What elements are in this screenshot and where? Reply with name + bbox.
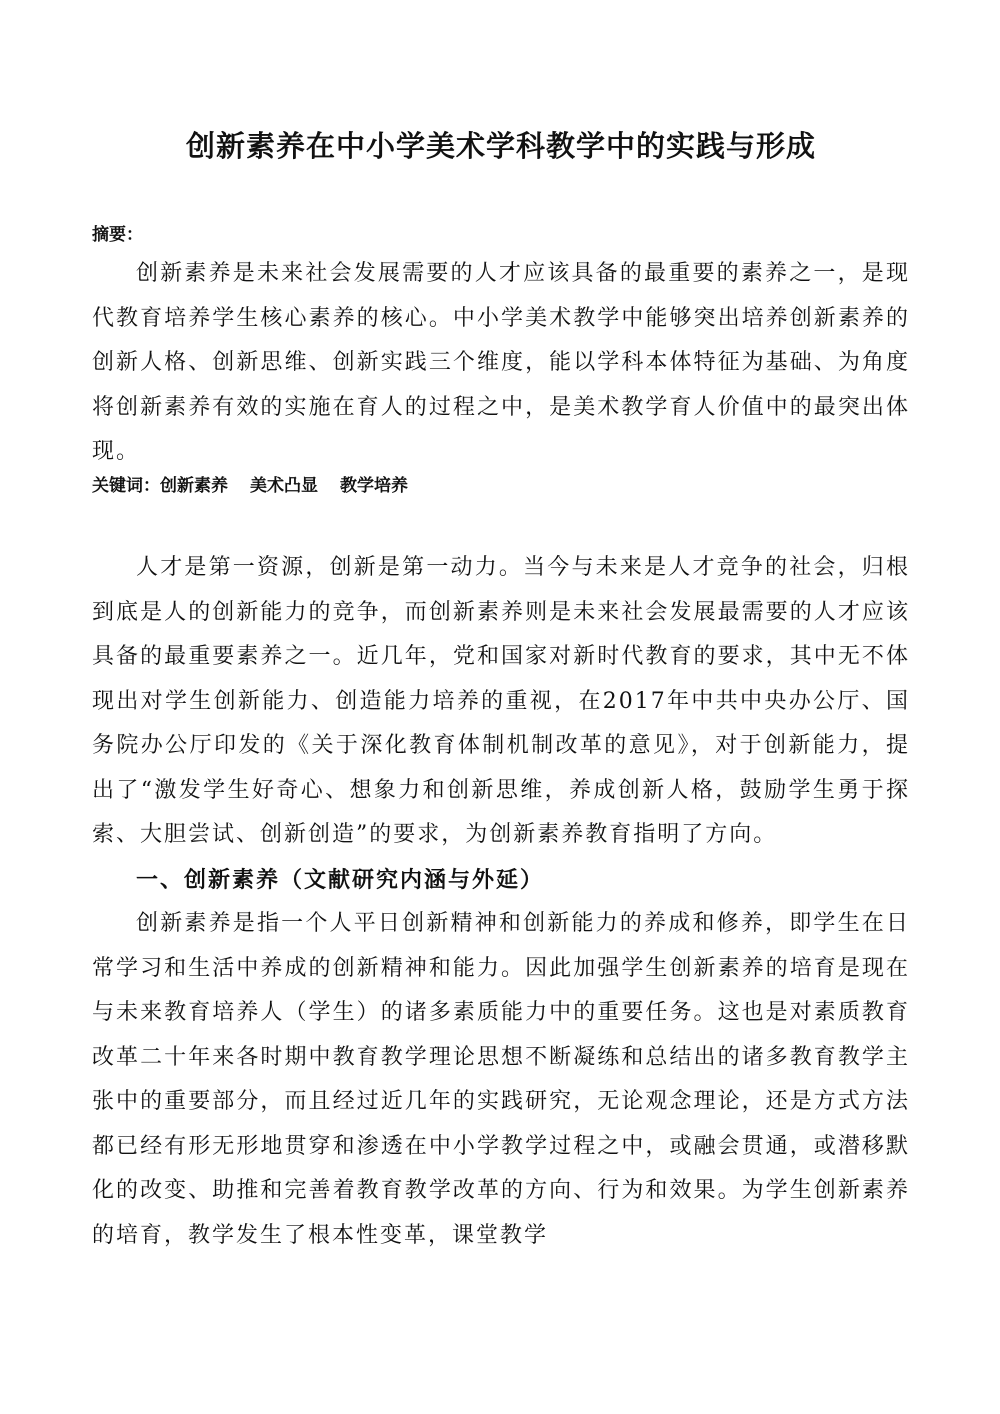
keyword-item: 美术凸显	[250, 476, 318, 496]
document-title: 创新素养在中小学美术学科教学中的实践与形成	[185, 129, 816, 163]
section-paragraph: 创新素养是指一个人平日创新精神和创新能力的养成和修养，即学生在日常学习和生活中养成的创新精神和能力。因此加强学生创新素养的培育是现在与未来教育培养人（学生）的诸多素质能力中的重要任务。这也是对素质教育改革二十年来各时期中教育教学理论思想不断凝练和总结出的诸多教育教学主张中的重要部分，而且经过近几年的实践研究，无论观念理论，还是方式方法都已经有形无形地贯穿和渗透在中小学教学过程之中，或融会贯通，或潜移默化的改变、助推和完善着教育教学改革的方向、行为和效果。为学生创新素养的培育，教学发生了根本性变革，课堂教学	[92, 911, 910, 1248]
abstract-label: 摘要：	[92, 225, 143, 245]
abstract-section	[92, 252, 910, 475]
keywords-line	[92, 472, 408, 500]
section-heading: 一、创新素养（文献研究内涵与外延）	[136, 866, 545, 893]
document-page	[92, 0, 910, 1414]
abstract-text: 创新素养是未来社会发展需要的人才应该具备的最重要的素养之一，是现代教育培养学生核心素养的核心。中小学美术教学中能够突出培养创新素养的创新人格、创新思维、创新实践三个维度，能以学科本体特征为基础、为角度将创新素养有效的实施在育人的过程之中，是美术教学育人价值中的最突出体现。	[92, 261, 910, 464]
keywords-label: 关键词：	[92, 476, 160, 496]
keyword-item: 创新素养	[160, 476, 228, 496]
main-body	[92, 546, 910, 1258]
intro-paragraph: 人才是第一资源，创新是第一动力。当今与未来是人才竞争的社会，归根到底是人的创新能力的竞争，而创新素养则是未来社会发展最需要的人才应该具备的最重要素养之一。近几年，党和国家对新时代教育的要求，其中无不体现出对学生创新能力、创造能力培养的重视，在2017年中共中央办公厅、国务院办公厅印发的《关于深化教育体制机制改革的意见》，对于创新能力，提出了“激发学生好奇心、想象力和创新思维，养成创新人格，鼓励学生勇于探索、大胆尝试、创新创造”的要求，为创新素养教育指明了方向。	[92, 555, 910, 847]
keyword-item: 教学培养	[340, 476, 408, 496]
